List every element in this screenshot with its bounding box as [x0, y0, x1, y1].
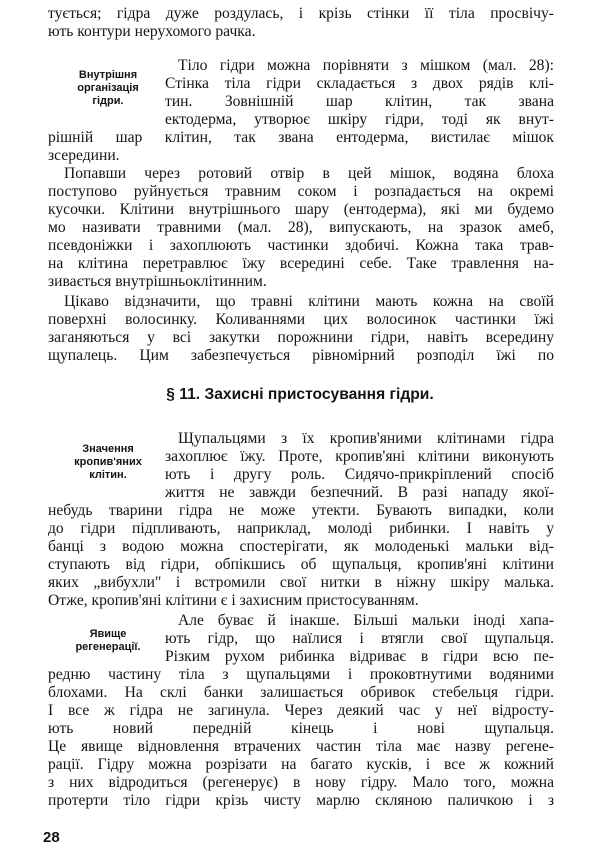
text-line: редню частину тіла з щупальцями і проковтнутими водяними: [48, 666, 554, 683]
text-line: поступово руйнується травним соком і розпадається на окремі: [48, 183, 554, 200]
section-heading: § 11. Захисні пристосування гідри.: [166, 386, 434, 403]
text-line: тин. Зовнішній шар клітин, так звана: [165, 93, 554, 110]
text-line: щупалець. Цим забезпечується рівномірний розподіл їжі по: [48, 347, 554, 364]
text-line: Тіло гідри можна порівняти з мішком (мал. 28):: [178, 57, 554, 74]
text-line: Це явище відновлення втрачених частин тіла має назву регене-: [48, 738, 554, 755]
text-line: ступають від гідри, обпікшись об щупальця, кропив'яні клітини: [48, 556, 554, 573]
text-line: життя не завжди безпечний. В разі нападу якої-: [165, 484, 554, 501]
text-line: до гідри підпливають, наприклад, молоді рибинки. І навіть у: [48, 520, 554, 537]
text-line: поверхні волосинку. Коливаннями цих волосинок частинки їжі: [48, 311, 554, 328]
text-line: блохами. На склі банки залишається обривок стебельця гідри.: [48, 684, 554, 701]
text-line: ють контури нерухомого рачка.: [48, 23, 256, 40]
text-line: на клітина перетравлює їжу всередині себе. Таке травлення на-: [48, 255, 554, 272]
text-line: мо називати травними (мал. 28), випускають, на зразок амеб,: [48, 219, 554, 236]
text-line: І все ж гідра не загинула. Через деякий час у неї відросту-: [48, 702, 554, 719]
text-line: небудь тварини гідра не може утекти. Бувають випадки, коли: [48, 502, 554, 519]
text-line: банці з водою можна спостерігати, як молоденькі мальки від-: [48, 538, 554, 555]
text-line: Попавши через ротовий отвір в цей мішок, водяна блоха: [64, 165, 554, 182]
text-line: кусочки. Клітини внутрішнього шару (ентодерма), які ми будемо: [48, 201, 554, 218]
text-line: псевдоніжки і захоплюють частинки здобичі. Кожна така трав-: [48, 237, 554, 254]
text-line: захоплює їжу. Проте, кропив'яні клітини виконують: [165, 448, 554, 465]
text-line: заганяються у всі закутки порожнини гідри, навіть всередину: [48, 329, 554, 346]
text-line: ють новий передній кінець і нові щупальця.: [48, 720, 554, 737]
text-line: зсередини.: [48, 147, 120, 164]
text-line: ють і другу роль. Сидячо-прикріплений спосіб: [165, 466, 554, 483]
text-line: Цікаво відзначити, що травні клітини мають кожна на своїй: [64, 293, 554, 310]
text-line: протерти тіло гідри крізь чисту марлю скляною паличкою і з: [48, 792, 554, 809]
page-number: 28: [43, 829, 60, 846]
text-line: Різким рухом рибинка відриває в гідри всю пе-: [165, 648, 554, 665]
side-note-inner-organization: Внутрішня організація гідри.: [77, 69, 139, 107]
text-line: Стінка тіла гідри складається з двох рядів клі-: [165, 75, 554, 92]
text-line: тується; гідра дуже роздулась, і крізь стінки її тіла просвічу-: [48, 5, 554, 22]
text-line: з них відродиться (регенерує) в нову гідру. Мало того, можна: [48, 774, 554, 791]
text-line: зивається внутрішньоклітинним.: [48, 273, 267, 290]
text-line: рішній шар клітин, так звана ентодерма, вистилає мішок: [48, 129, 554, 146]
text-line: Але буває й інакше. Більші мальки іноді хапа-: [178, 612, 554, 629]
side-note-regeneration: Явище регенерації.: [75, 628, 141, 653]
side-note-nettle-cells: Значення кропив'яних клітин.: [74, 443, 142, 481]
text-line: Отже, кропив'яні клітини є і захисним пристосуванням.: [48, 592, 419, 609]
text-line: рації. Гідру можна розрізати на багато кусків, і все ж кожний: [48, 756, 554, 773]
text-line: ектодерма, утворює шкіру гідри, тоді як внут-: [165, 111, 554, 128]
text-line: ють гідр, що наїлися і втягли свої щупальця.: [165, 630, 554, 647]
text-line: яких „вибухли" і встромили свої нитки в ніжну шкіру малька.: [48, 574, 554, 591]
text-line: Щупальцями з їх кропив'яними клітинами гідра: [178, 430, 554, 447]
